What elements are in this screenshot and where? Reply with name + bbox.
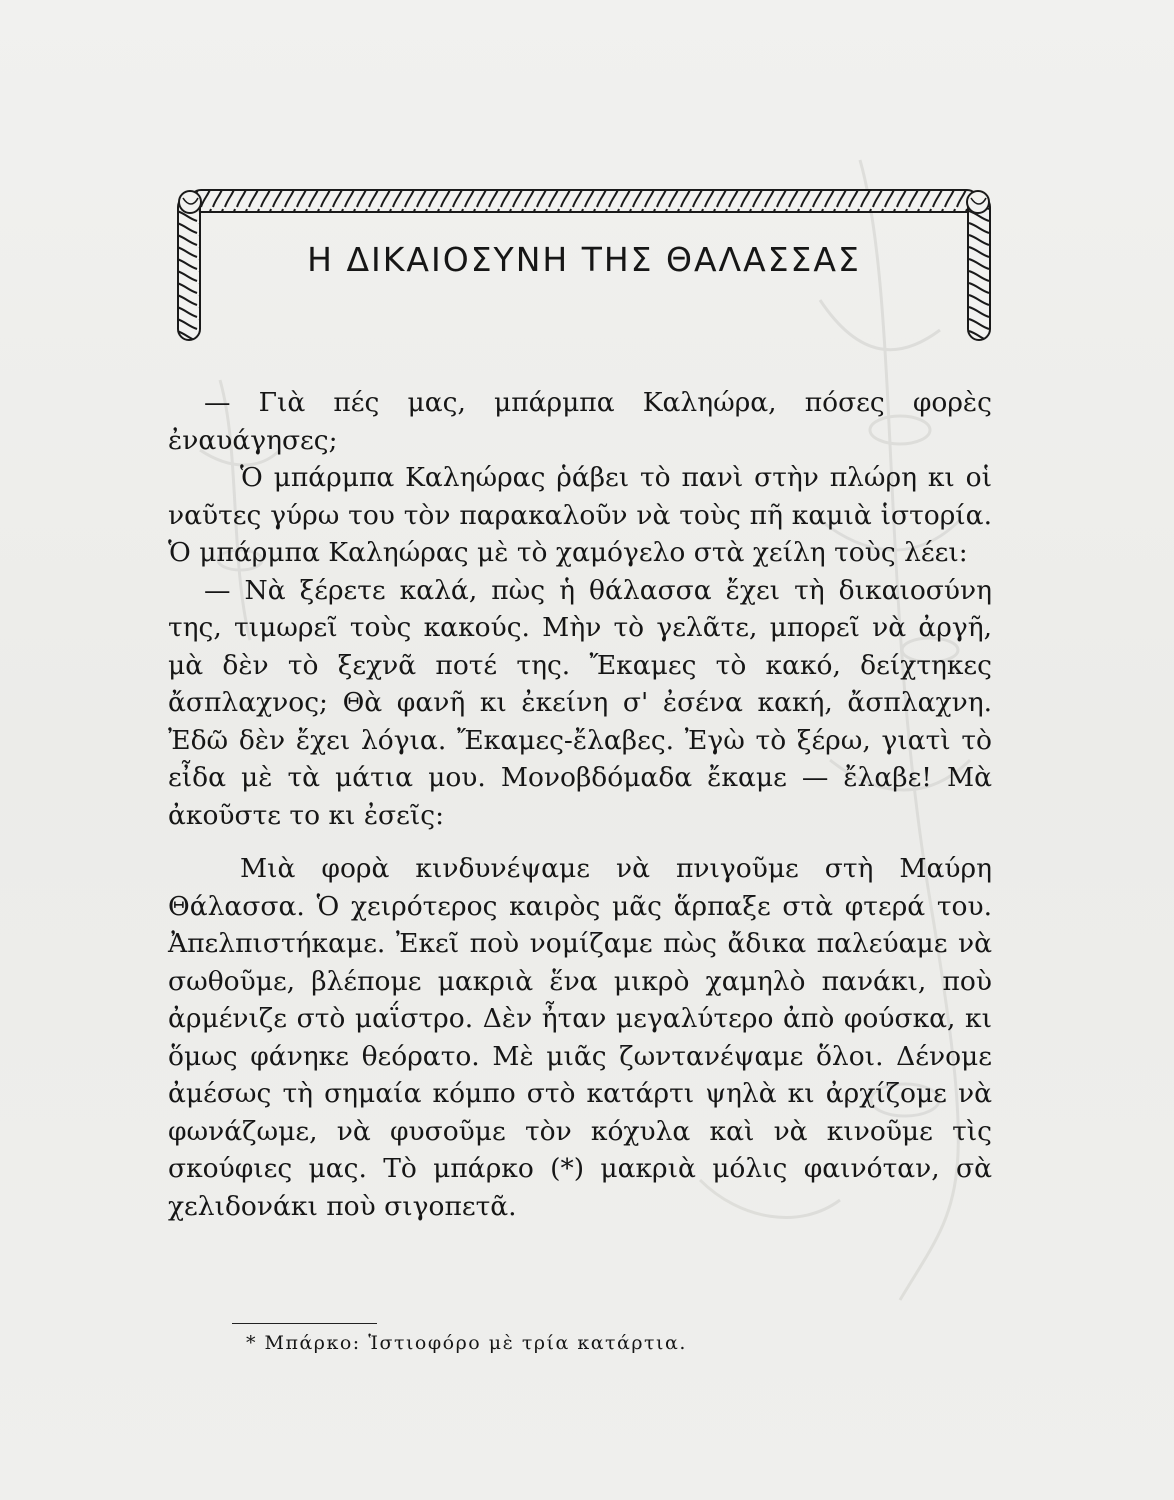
story-text bbox=[168, 384, 992, 1225]
footnote-divider bbox=[232, 1323, 377, 1324]
page-title: Η ΔΙΚΑΙΟΣΥΝΗ ΤΗΣ ΘΑΛΑΣΣΑΣ bbox=[307, 240, 861, 279]
footnote: * Μπάρκο: Ἱστιοφόρο μὲ τρία κατάρτια. bbox=[246, 1332, 687, 1354]
paragraph-narration: Ὁ μπάρμπα Καληώρας ῥάβει τὸ πανὶ στὴν πλώρη κι οἱ ναῦτες γύρω του τὸν παρακαλοῦν νὰ τοὺς πῆ καμιὰ ἱστορία. Ὁ μπάρμπα Καληώρας μὲ τὸ χαμόγελο στὰ χείλη τοὺς λέει: bbox=[168, 462, 992, 568]
paragraph-speech: — Νὰ ξέρετε καλά, πὼς ἡ θάλασσα ἔχει τὴ δικαιοσύνη της, τιμωρεῖ τοὺς κακούς. Μὴν τὸ γελᾶτε, μπορεῖ νὰ ἀργῆ, μὰ δὲν τὸ ξεχνᾶ ποτέ της. Ἔκαμες τὸ κακό, δείχτηκες ἄσπλαχνος; Θὰ φανῆ κι ἐκείνη σ' ἐσένα κακή, ἄσπλαχνη. Ἐδῶ δὲν ἔχει λόγια. Ἔκαμες-ἔλαβες. Ἐγὼ τὸ ξέρω, γιατὶ τὸ εἶδα μὲ τὰ μάτια μου. Μονοβδόμαδα ἔκαμε — ἔλαβε! Μὰ ἀκοῦστε το κι ἐσεῖς: bbox=[168, 574, 992, 831]
paragraph-question: — Γιὰ πές μας, μπάρμπα Καληώρα, πόσες φορὲς ἐναυάγησες; bbox=[168, 387, 992, 456]
paragraph-story: Μιὰ φορὰ κινδυνέψαμε νὰ πνιγοῦμε στὴ Μαύρη Θάλασσα. Ὁ χειρότερος καιρὸς μᾶς ἅρπαξε στὰ φτερά του. Ἀπελπιστήκαμε. Ἐκεῖ ποὺ νομίζαμε πὼς ἄδικα παλεύαμε νὰ σωθοῦμε, βλέπομε μακριὰ ἕνα μικρὸ χαμηλὸ πανάκι, ποὺ ἀρμένιζε στὸ μαΐστρο. Δὲν ἦταν μεγαλύτερο ἀπὸ φούσκα, κι ὅμως φάνηκε θεόρατο. Μὲ μιᾶς ζωντανέψαμε ὅλοι. Δένομε ἀμέσως τὴ σημαία κόμπο στὸ κατάρτι ψηλὰ κι ἀρχίζομε νὰ φωνάζωμε, νὰ φυσοῦμε τὸν κόχυλα καὶ νὰ κινοῦμε τὶς σκούφιες μας. Τὸ μπάρκο (*) μακριὰ μόλις φαινόταν, σὰ χελιδονάκι ποὺ σιγοπετᾶ. bbox=[168, 853, 992, 1222]
